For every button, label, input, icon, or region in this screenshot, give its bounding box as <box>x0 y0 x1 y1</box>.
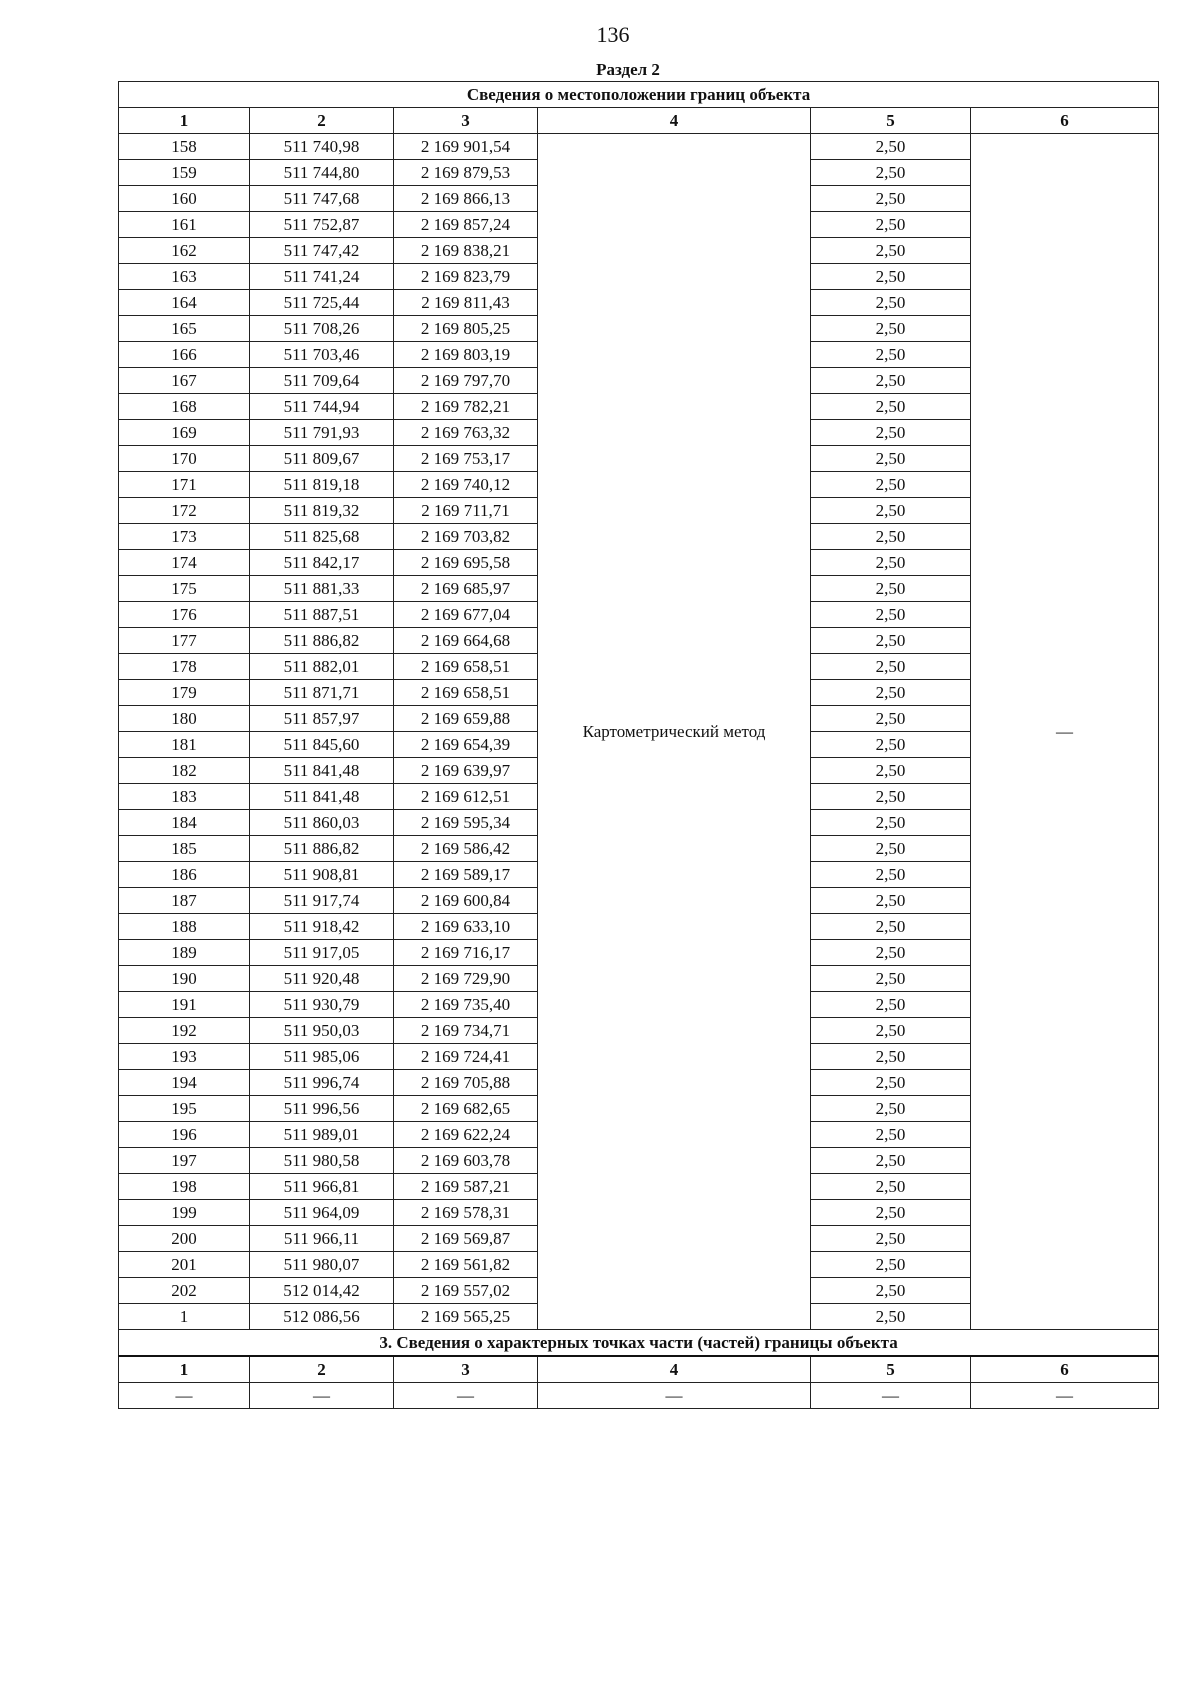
point-number-cell: 202 <box>119 1278 250 1304</box>
point-number-cell: 165 <box>119 316 250 342</box>
x-coordinate-cell: 511 841,48 <box>250 784 394 810</box>
x-coordinate-cell: 511 747,68 <box>250 186 394 212</box>
y-coordinate-cell: 2 169 753,17 <box>394 446 538 472</box>
accuracy-cell: 2,50 <box>811 1122 971 1148</box>
column-header-row <box>119 108 1159 134</box>
table-cell: — <box>394 1383 538 1409</box>
x-coordinate-cell: 511 741,24 <box>250 264 394 290</box>
point-number-cell: 194 <box>119 1070 250 1096</box>
x-coordinate-cell: 511 950,03 <box>250 1018 394 1044</box>
point-number-cell: 192 <box>119 1018 250 1044</box>
y-coordinate-cell: 2 169 703,82 <box>394 524 538 550</box>
y-coordinate-cell: 2 169 705,88 <box>394 1070 538 1096</box>
table-cell: — <box>971 1383 1159 1409</box>
y-coordinate-cell: 2 169 561,82 <box>394 1252 538 1278</box>
x-coordinate-cell: 512 014,42 <box>250 1278 394 1304</box>
accuracy-cell: 2,50 <box>811 290 971 316</box>
y-coordinate-cell: 2 169 682,65 <box>394 1096 538 1122</box>
accuracy-cell: 2,50 <box>811 498 971 524</box>
boundary-table-body <box>119 82 1159 1409</box>
x-coordinate-cell: 511 996,74 <box>250 1070 394 1096</box>
accuracy-cell: 2,50 <box>811 1226 971 1252</box>
point-number-cell: 172 <box>119 498 250 524</box>
column-header: 5 <box>811 108 971 134</box>
point-number-cell: 196 <box>119 1122 250 1148</box>
table-cell: — <box>250 1383 394 1409</box>
point-number-cell: 195 <box>119 1096 250 1122</box>
x-coordinate-cell: 511 747,42 <box>250 238 394 264</box>
accuracy-cell: 2,50 <box>811 1304 971 1330</box>
x-coordinate-cell: 511 744,80 <box>250 160 394 186</box>
accuracy-cell: 2,50 <box>811 758 971 784</box>
point-number-cell: 184 <box>119 810 250 836</box>
accuracy-cell: 2,50 <box>811 706 971 732</box>
x-coordinate-cell: 511 917,05 <box>250 940 394 966</box>
accuracy-cell: 2,50 <box>811 420 971 446</box>
accuracy-cell: 2,50 <box>811 472 971 498</box>
column-header: 4 <box>538 108 811 134</box>
accuracy-cell: 2,50 <box>811 1278 971 1304</box>
point-number-cell: 197 <box>119 1148 250 1174</box>
y-coordinate-cell: 2 169 654,39 <box>394 732 538 758</box>
section-title: Раздел 2 <box>596 60 660 79</box>
y-coordinate-cell: 2 169 633,10 <box>394 914 538 940</box>
y-coordinate-cell: 2 169 879,53 <box>394 160 538 186</box>
point-number-cell: 171 <box>119 472 250 498</box>
y-coordinate-cell: 2 169 803,19 <box>394 342 538 368</box>
x-coordinate-cell: 511 744,94 <box>250 394 394 420</box>
accuracy-cell: 2,50 <box>811 914 971 940</box>
x-coordinate-cell: 511 881,33 <box>250 576 394 602</box>
x-coordinate-cell: 511 980,58 <box>250 1148 394 1174</box>
x-coordinate-cell: 511 791,93 <box>250 420 394 446</box>
y-coordinate-cell: 2 169 622,24 <box>394 1122 538 1148</box>
column-header: 4 <box>538 1356 811 1383</box>
point-number-cell: 173 <box>119 524 250 550</box>
x-coordinate-cell: 511 709,64 <box>250 368 394 394</box>
y-coordinate-cell: 2 169 729,90 <box>394 966 538 992</box>
y-coordinate-cell: 2 169 734,71 <box>394 1018 538 1044</box>
accuracy-cell: 2,50 <box>811 446 971 472</box>
table-cell: — <box>119 1383 250 1409</box>
x-coordinate-cell: 511 887,51 <box>250 602 394 628</box>
y-coordinate-cell: 2 169 589,17 <box>394 862 538 888</box>
x-coordinate-cell: 511 886,82 <box>250 836 394 862</box>
y-coordinate-cell: 2 169 811,43 <box>394 290 538 316</box>
accuracy-cell: 2,50 <box>811 888 971 914</box>
y-coordinate-cell: 2 169 782,21 <box>394 394 538 420</box>
y-coordinate-cell: 2 169 740,12 <box>394 472 538 498</box>
accuracy-cell: 2,50 <box>811 524 971 550</box>
accuracy-cell: 2,50 <box>811 1148 971 1174</box>
column-header: 1 <box>119 1356 250 1383</box>
x-coordinate-cell: 511 871,71 <box>250 680 394 706</box>
y-coordinate-cell: 2 169 866,13 <box>394 186 538 212</box>
accuracy-cell: 2,50 <box>811 1096 971 1122</box>
point-number-cell: 200 <box>119 1226 250 1252</box>
y-coordinate-cell: 2 169 658,51 <box>394 680 538 706</box>
table-cell: — <box>811 1383 971 1409</box>
y-coordinate-cell: 2 169 639,97 <box>394 758 538 784</box>
column-header: 1 <box>119 108 250 134</box>
y-coordinate-cell: 2 169 685,97 <box>394 576 538 602</box>
x-coordinate-cell: 511 966,11 <box>250 1226 394 1252</box>
y-coordinate-cell: 2 169 797,70 <box>394 368 538 394</box>
accuracy-cell: 2,50 <box>811 576 971 602</box>
accuracy-cell: 2,50 <box>811 940 971 966</box>
point-number-cell: 187 <box>119 888 250 914</box>
accuracy-cell: 2,50 <box>811 1044 971 1070</box>
x-coordinate-cell: 511 996,56 <box>250 1096 394 1122</box>
y-coordinate-cell: 2 169 565,25 <box>394 1304 538 1330</box>
column-header: 6 <box>971 1356 1159 1383</box>
description-cell: — <box>971 134 1159 1330</box>
column-header: 5 <box>811 1356 971 1383</box>
x-coordinate-cell: 511 908,81 <box>250 862 394 888</box>
column-header: 2 <box>250 1356 394 1383</box>
point-number-cell: 160 <box>119 186 250 212</box>
y-coordinate-cell: 2 169 724,41 <box>394 1044 538 1070</box>
x-coordinate-cell: 511 964,09 <box>250 1200 394 1226</box>
accuracy-cell: 2,50 <box>811 602 971 628</box>
table-title: Сведения о местоположении границ объекта <box>119 82 1159 108</box>
accuracy-cell: 2,50 <box>811 680 971 706</box>
point-number-cell: 164 <box>119 290 250 316</box>
x-coordinate-cell: 511 860,03 <box>250 810 394 836</box>
point-number-cell: 167 <box>119 368 250 394</box>
x-coordinate-cell: 511 708,26 <box>250 316 394 342</box>
y-coordinate-cell: 2 169 763,32 <box>394 420 538 446</box>
accuracy-cell: 2,50 <box>811 264 971 290</box>
method-cell: Картометрический метод <box>538 134 811 1330</box>
point-number-cell: 170 <box>119 446 250 472</box>
point-number-cell: 185 <box>119 836 250 862</box>
accuracy-cell: 2,50 <box>811 316 971 342</box>
point-number-cell: 198 <box>119 1174 250 1200</box>
point-number-cell: 183 <box>119 784 250 810</box>
accuracy-cell: 2,50 <box>811 1252 971 1278</box>
point-number-cell: 162 <box>119 238 250 264</box>
point-number-cell: 201 <box>119 1252 250 1278</box>
x-coordinate-cell: 511 886,82 <box>250 628 394 654</box>
column-header: 3 <box>394 108 538 134</box>
x-coordinate-cell: 511 989,01 <box>250 1122 394 1148</box>
y-coordinate-cell: 2 169 557,02 <box>394 1278 538 1304</box>
column-header: 6 <box>971 108 1159 134</box>
accuracy-cell: 2,50 <box>811 628 971 654</box>
x-coordinate-cell: 511 857,97 <box>250 706 394 732</box>
accuracy-cell: 2,50 <box>811 160 971 186</box>
x-coordinate-cell: 511 917,74 <box>250 888 394 914</box>
x-coordinate-cell: 511 703,46 <box>250 342 394 368</box>
x-coordinate-cell: 511 819,18 <box>250 472 394 498</box>
point-number-cell: 1 <box>119 1304 250 1330</box>
accuracy-cell: 2,50 <box>811 810 971 836</box>
y-coordinate-cell: 2 169 711,71 <box>394 498 538 524</box>
y-coordinate-cell: 2 169 600,84 <box>394 888 538 914</box>
accuracy-cell: 2,50 <box>811 238 971 264</box>
point-number-cell: 174 <box>119 550 250 576</box>
y-coordinate-cell: 2 169 569,87 <box>394 1226 538 1252</box>
point-number-cell: 182 <box>119 758 250 784</box>
y-coordinate-cell: 2 169 587,21 <box>394 1174 538 1200</box>
x-coordinate-cell: 511 842,17 <box>250 550 394 576</box>
accuracy-cell: 2,50 <box>811 394 971 420</box>
y-coordinate-cell: 2 169 664,68 <box>394 628 538 654</box>
section3-title: 3. Сведения о характерных точках части (частей) границы объекта <box>119 1330 1159 1357</box>
point-number-cell: 169 <box>119 420 250 446</box>
y-coordinate-cell: 2 169 659,88 <box>394 706 538 732</box>
point-number-cell: 158 <box>119 134 250 160</box>
accuracy-cell: 2,50 <box>811 134 971 160</box>
y-coordinate-cell: 2 169 586,42 <box>394 836 538 862</box>
point-number-cell: 199 <box>119 1200 250 1226</box>
x-coordinate-cell: 511 918,42 <box>250 914 394 940</box>
x-coordinate-cell: 511 841,48 <box>250 758 394 784</box>
point-number-cell: 175 <box>119 576 250 602</box>
section3-header-row <box>119 1356 1159 1383</box>
table-row <box>119 134 1159 160</box>
point-number-cell: 168 <box>119 394 250 420</box>
y-coordinate-cell: 2 169 658,51 <box>394 654 538 680</box>
x-coordinate-cell: 511 966,81 <box>250 1174 394 1200</box>
x-coordinate-cell: 511 825,68 <box>250 524 394 550</box>
section3-title-row <box>119 1330 1159 1357</box>
accuracy-cell: 2,50 <box>811 784 971 810</box>
x-coordinate-cell: 511 845,60 <box>250 732 394 758</box>
x-coordinate-cell: 511 985,06 <box>250 1044 394 1070</box>
point-number-cell: 181 <box>119 732 250 758</box>
accuracy-cell: 2,50 <box>811 836 971 862</box>
column-header: 2 <box>250 108 394 134</box>
point-number-cell: 161 <box>119 212 250 238</box>
page-number: 136 <box>596 22 630 47</box>
x-coordinate-cell: 511 752,87 <box>250 212 394 238</box>
point-number-cell: 186 <box>119 862 250 888</box>
y-coordinate-cell: 2 169 901,54 <box>394 134 538 160</box>
x-coordinate-cell: 511 882,01 <box>250 654 394 680</box>
y-coordinate-cell: 2 169 695,58 <box>394 550 538 576</box>
accuracy-cell: 2,50 <box>811 368 971 394</box>
x-coordinate-cell: 512 086,56 <box>250 1304 394 1330</box>
x-coordinate-cell: 511 930,79 <box>250 992 394 1018</box>
y-coordinate-cell: 2 169 578,31 <box>394 1200 538 1226</box>
x-coordinate-cell: 511 980,07 <box>250 1252 394 1278</box>
point-number-cell: 166 <box>119 342 250 368</box>
point-number-cell: 180 <box>119 706 250 732</box>
y-coordinate-cell: 2 169 603,78 <box>394 1148 538 1174</box>
accuracy-cell: 2,50 <box>811 1174 971 1200</box>
y-coordinate-cell: 2 169 677,04 <box>394 602 538 628</box>
point-number-cell: 179 <box>119 680 250 706</box>
y-coordinate-cell: 2 169 716,17 <box>394 940 538 966</box>
column-header: 3 <box>394 1356 538 1383</box>
point-number-cell: 193 <box>119 1044 250 1070</box>
y-coordinate-cell: 2 169 612,51 <box>394 784 538 810</box>
table-cell: — <box>538 1383 811 1409</box>
y-coordinate-cell: 2 169 595,34 <box>394 810 538 836</box>
point-number-cell: 163 <box>119 264 250 290</box>
point-number-cell: 190 <box>119 966 250 992</box>
accuracy-cell: 2,50 <box>811 966 971 992</box>
x-coordinate-cell: 511 920,48 <box>250 966 394 992</box>
y-coordinate-cell: 2 169 838,21 <box>394 238 538 264</box>
accuracy-cell: 2,50 <box>811 212 971 238</box>
accuracy-cell: 2,50 <box>811 342 971 368</box>
point-number-cell: 188 <box>119 914 250 940</box>
x-coordinate-cell: 511 725,44 <box>250 290 394 316</box>
x-coordinate-cell: 511 740,98 <box>250 134 394 160</box>
x-coordinate-cell: 511 819,32 <box>250 498 394 524</box>
point-number-cell: 159 <box>119 160 250 186</box>
accuracy-cell: 2,50 <box>811 862 971 888</box>
section3-row <box>119 1383 1159 1409</box>
accuracy-cell: 2,50 <box>811 1070 971 1096</box>
point-number-cell: 178 <box>119 654 250 680</box>
point-number-cell: 191 <box>119 992 250 1018</box>
accuracy-cell: 2,50 <box>811 732 971 758</box>
x-coordinate-cell: 511 809,67 <box>250 446 394 472</box>
accuracy-cell: 2,50 <box>811 654 971 680</box>
accuracy-cell: 2,50 <box>811 550 971 576</box>
table-title-row <box>119 82 1159 108</box>
boundary-table <box>118 81 1159 1409</box>
y-coordinate-cell: 2 169 857,24 <box>394 212 538 238</box>
y-coordinate-cell: 2 169 735,40 <box>394 992 538 1018</box>
accuracy-cell: 2,50 <box>811 1018 971 1044</box>
accuracy-cell: 2,50 <box>811 186 971 212</box>
y-coordinate-cell: 2 169 805,25 <box>394 316 538 342</box>
point-number-cell: 189 <box>119 940 250 966</box>
accuracy-cell: 2,50 <box>811 992 971 1018</box>
point-number-cell: 176 <box>119 602 250 628</box>
accuracy-cell: 2,50 <box>811 1200 971 1226</box>
point-number-cell: 177 <box>119 628 250 654</box>
y-coordinate-cell: 2 169 823,79 <box>394 264 538 290</box>
